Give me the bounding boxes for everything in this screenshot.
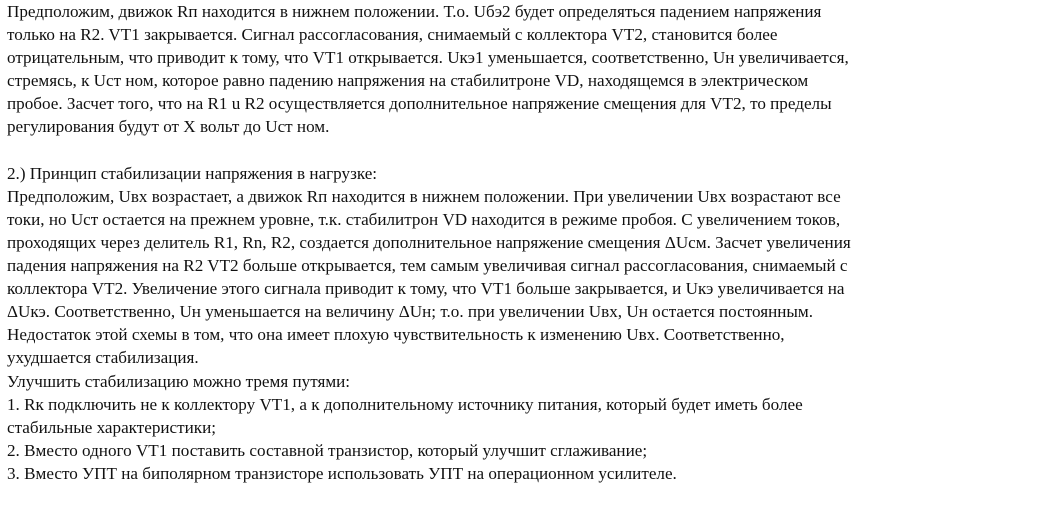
paragraph-gap <box>7 139 1047 162</box>
text-line: токи, но Uст остается на прежнем уровне, т.к. стабилитрон VD находится в режиме пробоя. С увеличением токов, <box>7 209 841 229</box>
text-line: Предположим, движок Rп находится в нижнем положении. Т.о. Uбэ2 будет определяться падением напряжения <box>7 2 822 21</box>
text-line: ухудшается стабилизация. <box>7 348 199 368</box>
paragraph-stabilization-regulation <box>7 0 1047 139</box>
section-load-voltage-stabilization <box>7 162 1047 485</box>
list-intro: Улучшить стабилизацию можно тремя путями: <box>7 371 351 391</box>
text-line: коллектора VT2. Увеличение этого сигнала приводит к тому, что VT1 больше закрывается, и Uкэ увеличивается на <box>7 279 845 299</box>
text-line: пробое. Засчет того, что на R1 u R2 осуществляется дополнительное напряжение смещения для VT2, то пределы <box>7 94 832 114</box>
list-item: 2. Вместо одного VT1 поставить составной транзистор, который улучшит сглаживание; <box>7 440 648 460</box>
text-line: стремясь, к Uст ном, которое равно падению напряжения на стабилитроне VD, находящемся в электрическом <box>7 71 809 91</box>
text-line: только на R2. VT1 закрывается. Сигнал рассогласования, снимаемый с коллектора VT2, становится более <box>7 25 778 45</box>
list-item-continuation: стабильные характеристики; <box>7 417 216 437</box>
text-line: Недостаток этой схемы в том, что она имеет плохую чувствительность к изменению Uвх. Соответственно, <box>7 325 785 345</box>
text-line: ΔUкэ. Соответственно, Uн уменьшается на величину ΔUн; т.о. при увеличении Uвх, Uн остается постоянным. <box>7 302 814 322</box>
section-heading: 2.) Принцип стабилизации напряжения в нагрузке: <box>7 163 378 183</box>
text-line: Предположим, Uвх возрастает, а движок Rп находится в нижнем положении. При увеличении Uвх возрастают все <box>7 186 841 206</box>
list-item: 1. Rк подключить не к коллектору VT1, а к дополнительному источнику питания, который будет иметь более <box>7 394 803 414</box>
document-page <box>7 0 1047 485</box>
text-line: падения напряжения на R2 VT2 больше открывается, тем самым увеличивая сигнал рассогласования, снимаемый с <box>7 256 848 276</box>
list-item: 3. Вместо УПТ на биполярном транзисторе использовать УПТ на операционном усилителе. <box>7 463 677 483</box>
text-line: отрицательным, что приводит к тому, что VT1 открывается. Uкэ1 уменьшается, соответственно, Uн увеличивается, <box>7 48 849 68</box>
text-line: проходящих через делитель R1, Rn, R2, создается дополнительное напряжение смещения ΔUсм. Засчет увеличения <box>7 232 851 252</box>
text-line: регулирования будут от X вольт до Uст ном. <box>7 117 330 137</box>
